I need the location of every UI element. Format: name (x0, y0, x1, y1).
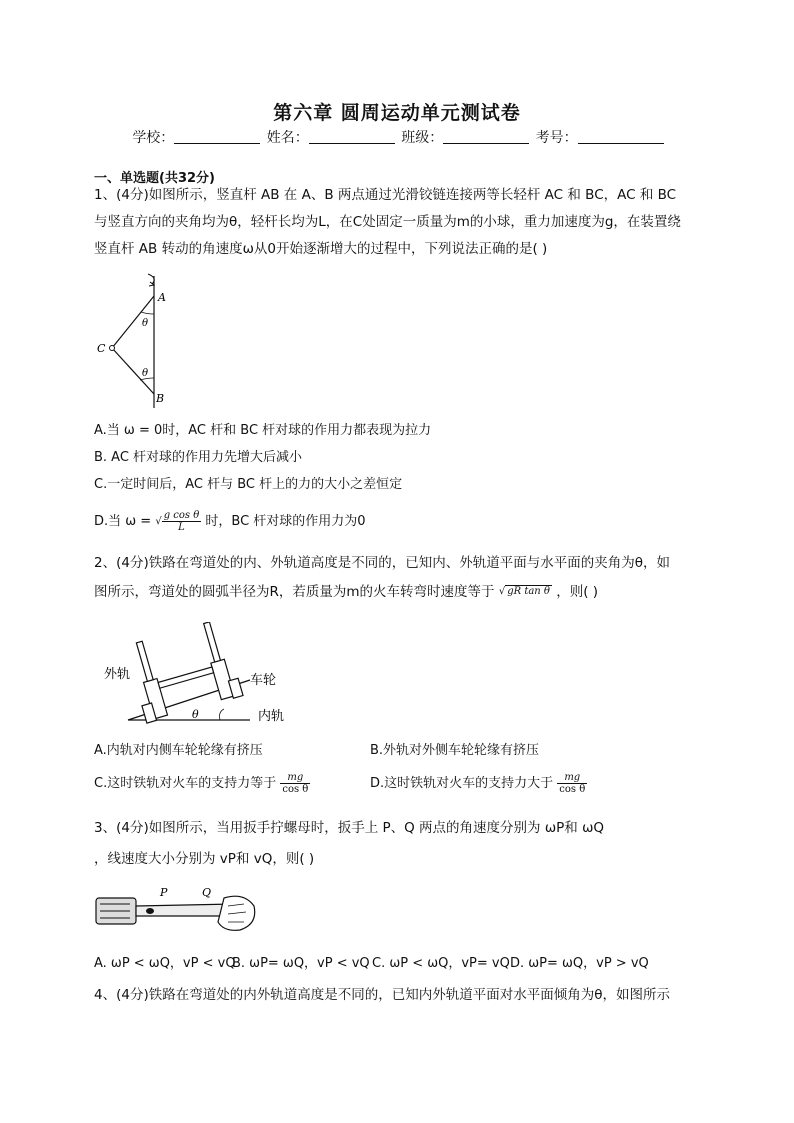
q2-line-2-prefix: 图所示，弯道处的圆弧半径为R，若质量为m的火车转弯时速度等于 (94, 584, 495, 600)
sqrt-denominator: L (178, 522, 185, 533)
q1-option-d[interactable] (94, 510, 366, 533)
label-b: B (156, 392, 165, 405)
q3-line-1: 3、(4分)如图所示，当用扳手拧螺母时，扳手上 P、Q 两点的角速度分别为 ωP和 ωQ (94, 820, 605, 836)
q1-rod-diagram (92, 268, 182, 414)
student-info-row (0, 127, 794, 147)
label-theta-bottom: θ (142, 368, 149, 379)
q2-line-2-suffix: ，则( ) (556, 584, 599, 600)
q1-line-1: 1、(4分)如图所示，竖直杆 AB 在 A、B 两点通过光滑铰链连接两等长轻杆 AC 和 BC，AC 和 BC (94, 187, 677, 203)
label-theta-top: θ (142, 318, 149, 329)
school-label: 学校： (132, 130, 175, 146)
page-title: 第六章 圆周运动单元测试卷 (273, 102, 521, 124)
label-a: A (158, 291, 166, 304)
name-field[interactable] (309, 129, 395, 144)
sqrt-grtan: √ gR tan θ (498, 586, 550, 597)
q4-line-1: 4、(4分)铁路在弯道处的内外轨道高度是不同的，已知内外轨道平面对水平面倾角为θ，如图所示 (94, 987, 670, 1003)
q1-option-a[interactable]: A.当 ω = 0时，AC 杆和 BC 杆对球的作用力都表现为拉力 (94, 423, 432, 438)
section-heading: 一、单选题(共32分) (94, 171, 215, 186)
q2-option-a[interactable]: A.内轨对内侧车轮轮缘有挤压 (94, 743, 263, 758)
q1-option-d-suffix: 时，BC 杆对球的作用力为0 (205, 514, 366, 529)
label-p: P (160, 886, 168, 899)
sqrt-numerator: g cos θ (163, 510, 200, 521)
label-q: Q (202, 886, 212, 899)
q2-option-b[interactable]: B.外轨对外侧车轮轮缘有挤压 (370, 743, 540, 758)
class-field[interactable] (443, 129, 529, 144)
exam-number-label: 考号： (535, 130, 578, 146)
exam-number-field[interactable] (578, 129, 664, 144)
sqrt-expression: √ $\frac{\text{g cos θ}}{L}$ (155, 510, 200, 533)
label-inner-rail: 内轨 (258, 709, 285, 724)
school-field[interactable] (174, 129, 260, 144)
wheel-right (211, 659, 235, 699)
q3-option-d[interactable]: D. ωP= ωQ，vP > vQ (510, 956, 649, 971)
label-c: C (97, 342, 106, 355)
q2-line-2 (94, 583, 598, 601)
label-wheel: 车轮 (250, 673, 277, 688)
ball-c (110, 346, 115, 351)
q1-line-3: 竖直杆 AB 转动的角速度ω从0开始逐渐增大的过程中，下列说法正确的是( ) (94, 241, 548, 257)
q1-line-2: 与竖直方向的夹角均为θ，轻杆长均为L，在C处固定一质量为m的小球，重力加速度为g，在装置绕 (94, 214, 681, 230)
q3-option-b[interactable]: B. ωP= ωQ，vP < vQ (232, 956, 370, 971)
point-p-dot (146, 908, 154, 914)
q3-wrench-diagram (94, 884, 260, 940)
q3-line-2: ，线速度大小分别为 vP和 vQ，则( ) (94, 851, 315, 867)
q1-option-c[interactable]: C.一定时间后，AC 杆与 BC 杆上的力的大小之差恒定 (94, 477, 403, 492)
q2-rail-diagram (100, 622, 300, 726)
q3-option-c[interactable]: C. ωP < ωQ，vP= vQ (372, 956, 510, 971)
q1-option-d-prefix: D.当 ω = (94, 514, 152, 529)
class-label: 班级： (401, 130, 444, 146)
axle (158, 667, 213, 688)
q1-option-b[interactable]: B. AC 杆对球的作用力先增大后减小 (94, 450, 303, 465)
label-outer-rail: 外轨 (104, 667, 131, 682)
q2-line-1: 2、(4分)铁路在弯道处的内、外轨道高度是不同的，已知内、外轨道平面与水平面的夹角为θ，如 (94, 555, 670, 571)
q2-option-d[interactable]: D.这时铁轨对火车的支持力大于 $\frac{mg}{\text{cos θ}}$ (370, 772, 586, 795)
label-theta: θ (192, 708, 199, 721)
q2-option-c[interactable]: C.这时铁轨对火车的支持力等于 $\frac{mg}{\text{cos θ}}$ (94, 772, 309, 795)
q3-option-a[interactable]: A. ωP < ωQ，vP < vQ (94, 956, 236, 971)
name-label: 姓名： (266, 130, 309, 146)
